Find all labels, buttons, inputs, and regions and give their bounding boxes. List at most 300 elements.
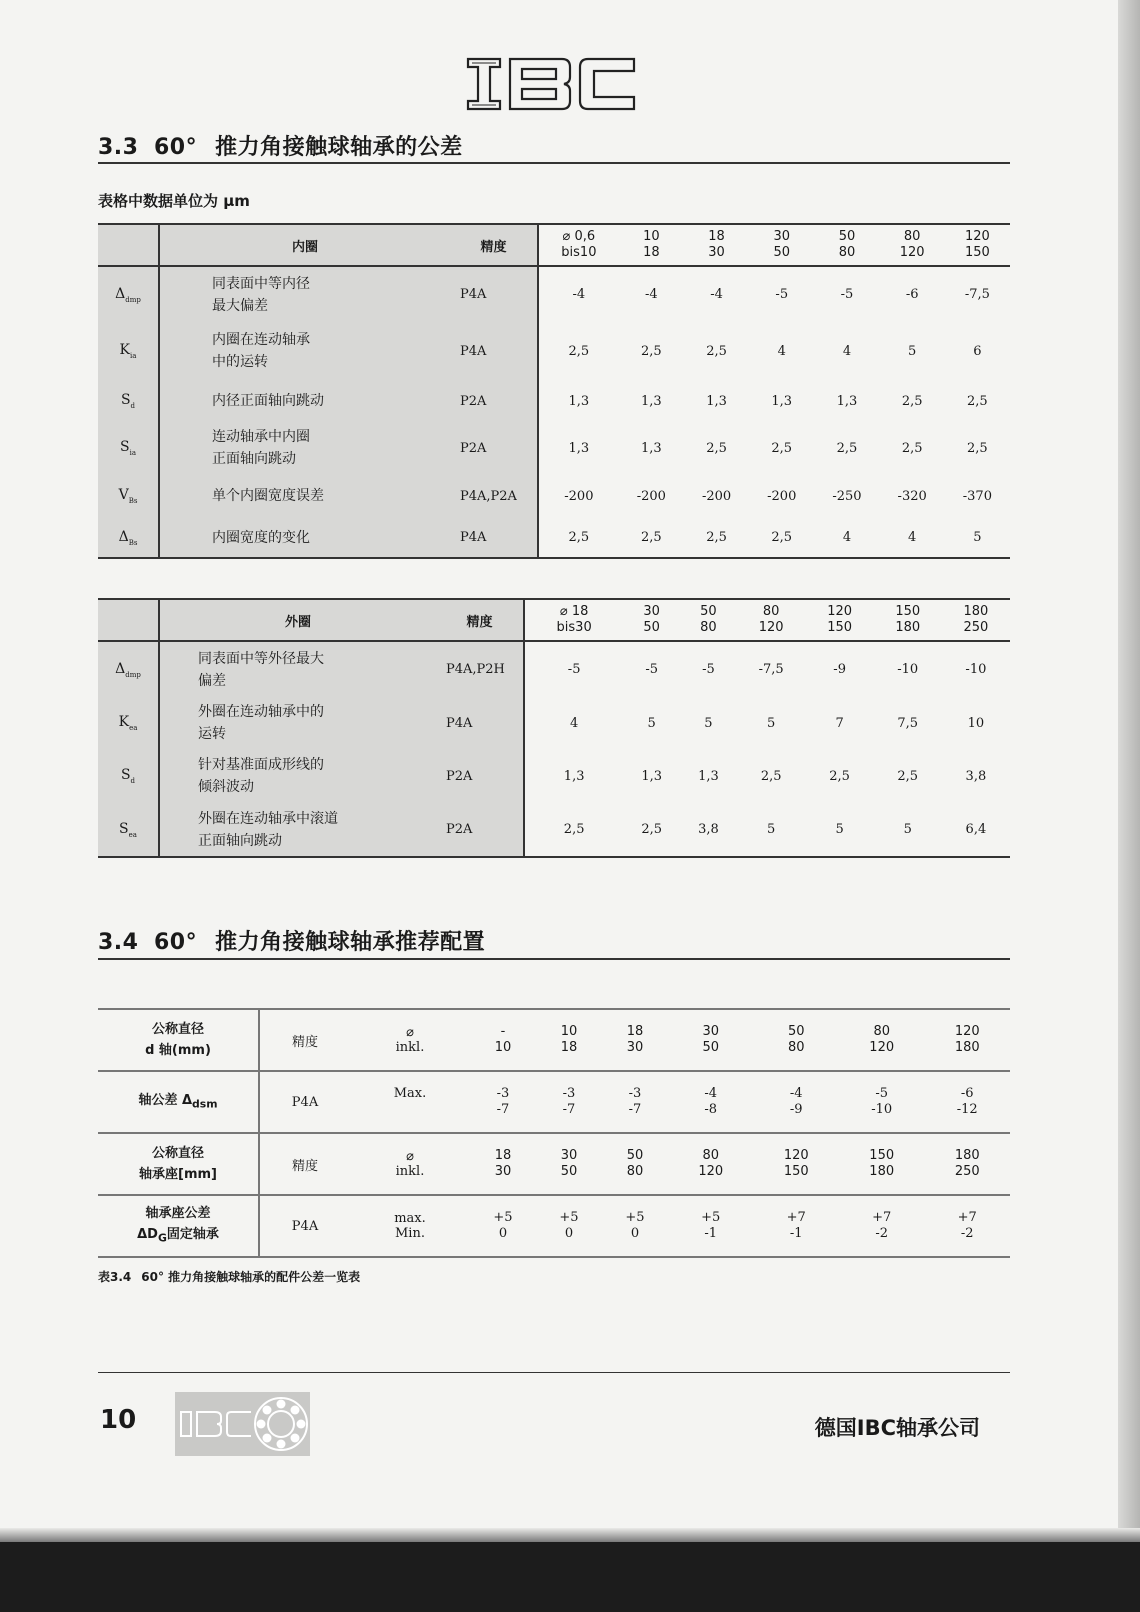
label-line: 轴承座[mm] [139, 1167, 217, 1182]
symbol-letter: Δ [115, 285, 126, 302]
value-upper: 50 [787, 1024, 805, 1039]
tolerance-value: -10 [965, 662, 987, 677]
value-upper: 30 [560, 1148, 578, 1163]
value-upper: 80 [873, 1024, 890, 1039]
tolerance-description [159, 641, 436, 697]
tolerance-value: -6 [905, 287, 919, 302]
config-value [470, 1133, 536, 1195]
tolerance-value: 2,5 [619, 518, 684, 558]
tolerance-value: 2,5 [641, 343, 662, 359]
value-upper: 50 [626, 1148, 644, 1163]
tolerance-value: -200 [767, 488, 797, 504]
tolerance-description [159, 697, 436, 749]
value-lower: 30 [494, 1164, 512, 1179]
config-value [924, 1133, 1010, 1195]
value-upper: 180 [954, 1148, 980, 1163]
range-unit [350, 1133, 470, 1195]
value-lower: 180 [954, 1040, 980, 1055]
tolerance-value: 1,3 [771, 393, 793, 409]
size-col-header: 80 120 [880, 224, 945, 266]
value-lower: 50 [560, 1164, 578, 1179]
tolerance-value: -5 [775, 287, 789, 302]
tolerance-value: -250 [832, 488, 862, 504]
value-upper: 30 [702, 1024, 720, 1039]
value-lower: 0 [564, 1226, 574, 1241]
range-unit [350, 1009, 470, 1071]
description-line: 中的运转 [212, 354, 268, 370]
tolerance-value: -200 [564, 488, 594, 504]
tolerance-value: 4 [814, 518, 879, 558]
config-value [602, 1133, 668, 1195]
inner-ring-table [98, 223, 1010, 559]
value-lower: -9 [789, 1102, 803, 1117]
tolerance-symbol [98, 518, 159, 558]
range-unit [350, 1195, 470, 1257]
footer-rule [98, 1372, 1010, 1373]
tolerance-value: -320 [897, 488, 927, 504]
tolerance-value: 4 [777, 343, 786, 359]
unit-line: inkl. [395, 1040, 425, 1055]
unit-line: ⌀ [406, 1025, 414, 1040]
tolerance-value: -200 [636, 488, 666, 504]
header-blank [98, 599, 159, 641]
tolerance-value: 2,5 [897, 768, 919, 784]
symbol-letter: K [118, 714, 130, 731]
symbol-subscript: ia [130, 351, 137, 360]
config-row [98, 1009, 1010, 1071]
value-lower: 250 [954, 1164, 980, 1179]
section-title-3-3 [98, 130, 463, 161]
value-lower: -10 [871, 1102, 893, 1117]
company-name: 德国IBC轴承公司 [814, 1416, 980, 1440]
description-line: 内圈宽度的变化 [212, 529, 310, 546]
table-row [98, 803, 1010, 857]
value-upper: +5 [493, 1210, 513, 1225]
value-upper: 18 [626, 1024, 644, 1039]
config-label [98, 1071, 259, 1133]
unit-line: max. [394, 1211, 426, 1226]
symbol-letter: S [120, 392, 131, 409]
label-suffix: 固定轴承 [166, 1227, 219, 1243]
tolerance-value: 2,5 [836, 440, 858, 456]
caption-text: 60° 推力角接触球轴承的配件公差一览表 [141, 1270, 361, 1284]
description-line: 同表面中等外径最大 [198, 650, 324, 667]
tolerance-symbol [98, 474, 159, 518]
outer-ring-table [98, 598, 1010, 858]
config-value [602, 1071, 668, 1133]
size-col-header: 18 30 [684, 224, 749, 266]
tolerance-value: 10 [967, 715, 985, 731]
tolerance-value: 1,3 [568, 393, 590, 409]
section-heading: 推力角接触球轴承的公差 [215, 135, 463, 160]
tolerance-value: 5 [704, 715, 713, 731]
tolerance-value: 7 [835, 715, 844, 731]
label-subscript: G [157, 1231, 167, 1245]
tolerance-value: 2,5 [967, 440, 988, 456]
description-line: 内径正面轴向跳动 [212, 393, 324, 409]
symbol-letter: S [120, 767, 131, 784]
table-row [98, 749, 1010, 803]
size-col-header: 150 180 [874, 599, 942, 641]
table-row [98, 518, 1010, 558]
symbol-subscript: Bs [128, 496, 138, 505]
precision-grade: P2A [436, 803, 524, 857]
tolerance-value: 6,4 [942, 803, 1010, 857]
config-label [98, 1133, 259, 1195]
config-value [753, 1071, 838, 1133]
label-line: 轴公差 Δ [138, 1092, 193, 1108]
value-lower: 50 [702, 1040, 720, 1055]
tolerance-value: 1,3 [836, 393, 858, 409]
value-lower: -2 [875, 1226, 889, 1241]
tolerance-value: -4 [572, 287, 586, 302]
value-upper: +5 [701, 1210, 721, 1225]
size-col-header: 10 18 [619, 224, 684, 266]
value-lower: -12 [956, 1102, 978, 1117]
config-label [98, 1009, 259, 1071]
tolerance-value: 2,5 [568, 343, 590, 359]
section-number: 3.4 [98, 930, 139, 955]
tolerance-symbol [98, 641, 159, 697]
page-number: 10 [100, 1405, 137, 1435]
config-value [602, 1009, 668, 1071]
tolerance-value: -5 [567, 662, 581, 677]
value-upper: -4 [704, 1086, 718, 1101]
outer-ring-label: 外圈 [159, 599, 436, 641]
tolerance-value: 5 [647, 715, 656, 731]
value-lower: -1 [789, 1226, 803, 1241]
value-upper: 10 [560, 1024, 578, 1039]
precision-grade: P4A [450, 518, 538, 558]
size-col-header: 80 120 [737, 599, 806, 641]
description-line: 外圈在连动轴承中滚道 [198, 810, 338, 827]
section-angle: 60° [154, 930, 198, 955]
tolerance-value: 5 [806, 803, 874, 857]
tolerance-value: -5 [645, 662, 658, 677]
config-value [839, 1133, 924, 1195]
config-value [753, 1133, 838, 1195]
scan-edge [1118, 0, 1140, 1612]
value-upper: - [500, 1024, 506, 1039]
value-lower: 120 [698, 1164, 724, 1179]
value-lower: 80 [626, 1164, 644, 1179]
tolerance-value: 2,5 [967, 393, 988, 409]
value-lower: 10 [494, 1040, 512, 1055]
tolerance-value: 1,3 [706, 393, 727, 409]
tolerance-value: 2,5 [901, 440, 923, 456]
symbol-subscript: dmp [125, 295, 141, 304]
scan-shadow [0, 1528, 1140, 1542]
symbol-letter: V [118, 487, 129, 504]
table-row [98, 322, 1010, 380]
config-value [668, 1071, 753, 1133]
unit-line: Min. [395, 1226, 425, 1241]
value-upper: -5 [875, 1086, 889, 1101]
config-value [668, 1133, 753, 1195]
grade-header: 精度 [450, 224, 538, 266]
description-line: 针对基准面成形线的 [198, 757, 324, 773]
size-col-header: 50 80 [814, 224, 879, 266]
tolerance-value: 2,5 [538, 518, 619, 558]
label-subscript: dsm [192, 1097, 218, 1111]
section-title-3-4 [98, 925, 485, 956]
size-col-header: 30 50 [749, 224, 814, 266]
tolerance-value: 1,3 [641, 768, 662, 784]
section-angle: 60° [154, 135, 198, 160]
symbol-subscript: Bs [128, 538, 138, 547]
description-line: 外圈在连动轴承中的 [198, 704, 324, 720]
config-value [668, 1009, 753, 1071]
value-lower: 120 [869, 1040, 895, 1055]
symbol-subscript: d [130, 776, 136, 785]
unit-line: ⌀ [406, 1149, 414, 1164]
value-upper: -3 [628, 1086, 642, 1101]
symbol-letter: K [119, 342, 131, 359]
precision-grade: P4A,P2A [450, 474, 538, 518]
config-value [753, 1195, 838, 1257]
table-caption [98, 1268, 360, 1285]
config-value [536, 1071, 602, 1133]
unit-note: 表格中数据单位为 μm [98, 192, 250, 210]
precision-grade: P4A [450, 266, 538, 322]
tolerance-value: 1,3 [641, 440, 662, 456]
tolerance-symbol [98, 266, 159, 322]
config-value [924, 1009, 1010, 1071]
value-lower: -7 [628, 1102, 642, 1117]
tolerance-description [159, 422, 450, 474]
tolerance-description [159, 322, 450, 380]
table-row [98, 697, 1010, 749]
config-row [98, 1133, 1010, 1195]
symbol-letter: S [119, 820, 129, 837]
config-value [536, 1009, 602, 1071]
symbol-letter: Δ [118, 528, 129, 545]
symbol-letter: Δ [115, 660, 126, 677]
value-upper: -3 [562, 1086, 576, 1101]
ibc-logo [466, 55, 636, 113]
precision-grade: P2A [450, 422, 538, 474]
section-rule [98, 958, 1010, 960]
tolerance-description [159, 474, 450, 518]
value-upper: 120 [783, 1148, 809, 1163]
value-upper: -4 [789, 1086, 803, 1101]
ibc-bearing-logo [175, 1392, 310, 1456]
unit-line: Max. [393, 1086, 427, 1101]
value-upper: +7 [872, 1210, 892, 1225]
table-row [98, 380, 1010, 422]
description-line: 正面轴向跳动 [212, 451, 296, 467]
tolerance-value: 5 [737, 803, 806, 857]
config-label [98, 1195, 259, 1257]
tolerance-value: 5 [908, 343, 917, 359]
tolerance-description [159, 266, 450, 322]
value-upper: 80 [702, 1148, 720, 1163]
precision-grade: P4A,P2H [436, 641, 524, 697]
value-upper: 150 [869, 1148, 895, 1163]
symbol-subscript: d [130, 401, 136, 410]
tolerance-value: 7,5 [897, 715, 919, 731]
tolerance-symbol [98, 803, 159, 857]
value-lower: -2 [960, 1226, 974, 1241]
tolerance-description [159, 518, 450, 558]
precision-grade: P2A [450, 380, 538, 422]
size-col-header: ⌀ 18 bis30 [524, 599, 623, 641]
tolerance-value: 4 [570, 715, 579, 731]
description-line: 连动轴承中内圈 [212, 429, 310, 445]
tolerance-symbol [98, 380, 159, 422]
section-heading: 推力角接触球轴承推荐配置 [215, 930, 486, 955]
precision-grade: 精度 [259, 1009, 350, 1071]
tolerance-symbol [98, 322, 159, 380]
tolerance-value: 5 [874, 803, 942, 857]
range-unit [350, 1071, 470, 1133]
config-value [924, 1071, 1010, 1133]
tolerance-value: 2,5 [524, 803, 623, 857]
label-line: 公称直径 [151, 1022, 204, 1037]
section-rule [98, 162, 1010, 164]
precision-grade: P4A [436, 697, 524, 749]
config-value [470, 1071, 536, 1133]
tolerance-value: 2,5 [901, 393, 923, 409]
tolerance-value: -7,5 [758, 662, 784, 677]
description-line: 最大偏差 [212, 297, 268, 314]
tolerance-value: -4 [645, 287, 658, 302]
tolerance-value: 3,8 [965, 768, 987, 784]
tolerance-value: 2,5 [684, 518, 749, 558]
config-value [924, 1195, 1010, 1257]
tolerance-value: -5 [702, 662, 715, 677]
symbol-subscript: ia [129, 448, 136, 457]
value-lower: -7 [496, 1102, 510, 1117]
value-lower: 150 [783, 1164, 809, 1179]
config-value [839, 1195, 924, 1257]
tolerance-value: -9 [833, 662, 846, 677]
value-upper: 18 [494, 1148, 512, 1163]
precision-grade: P4A [450, 322, 538, 380]
config-value [470, 1195, 536, 1257]
tolerance-value: 2,5 [829, 768, 850, 784]
description-line: 同表面中等内径 [212, 275, 310, 292]
symbol-letter: S [119, 439, 130, 456]
header-blank [98, 224, 159, 266]
caption-number: 表3.4 [98, 1270, 132, 1284]
tolerance-symbol [98, 749, 159, 803]
config-value [668, 1195, 753, 1257]
value-lower: 30 [626, 1040, 644, 1055]
config-value [839, 1071, 924, 1133]
value-lower: 0 [630, 1226, 640, 1241]
size-col-header: 180 250 [942, 599, 1010, 641]
tolerance-value: 6 [973, 343, 982, 359]
description-line: 倾斜波动 [198, 779, 254, 795]
tolerance-value: 2,5 [771, 440, 793, 456]
config-value [536, 1195, 602, 1257]
tolerance-description [159, 749, 436, 803]
section-number: 3.3 [98, 135, 139, 160]
tolerance-value: -5 [840, 287, 854, 302]
config-value [470, 1009, 536, 1071]
tolerance-value: 1,3 [698, 768, 719, 784]
value-upper: +5 [559, 1210, 579, 1225]
value-upper: +7 [786, 1210, 806, 1225]
description-line: 正面轴向跳动 [198, 832, 282, 849]
precision-grade: P4A [259, 1195, 350, 1257]
symbol-subscript: ea [129, 723, 138, 732]
label-line: d 轴(mm) [145, 1043, 211, 1058]
config-value [753, 1009, 838, 1071]
tolerance-value: -370 [962, 488, 992, 504]
symbol-subscript: dmp [125, 670, 141, 679]
tolerance-description [159, 380, 450, 422]
table-row [98, 474, 1010, 518]
value-upper: +5 [625, 1210, 645, 1225]
label-line: 轴承座公差 [145, 1206, 211, 1222]
scan-edge-bottom [0, 1542, 1140, 1612]
tolerance-value: 4 [842, 343, 852, 359]
tolerance-value: 2,5 [760, 768, 782, 784]
size-col-header: ⌀ 0,6 bis10 [538, 224, 619, 266]
description-line: 偏差 [198, 672, 226, 689]
value-lower: -7 [562, 1102, 576, 1117]
tolerance-value: 1,3 [563, 768, 585, 784]
symbol-subscript: ea [128, 830, 137, 839]
table-row [98, 422, 1010, 474]
tolerance-value: -7,5 [964, 287, 990, 302]
label-line: ΔD [137, 1227, 158, 1243]
value-lower: 80 [787, 1040, 805, 1055]
table-row [98, 641, 1010, 697]
size-col-header: 120 150 [806, 599, 874, 641]
size-col-header: 50 80 [680, 599, 737, 641]
tolerance-value: 2,5 [623, 803, 680, 857]
size-col-header: 30 50 [623, 599, 680, 641]
tolerance-value: 4 [880, 518, 945, 558]
config-row [98, 1195, 1010, 1257]
tolerance-symbol [98, 697, 159, 749]
tolerance-value: -4 [710, 287, 723, 302]
precision-grade: 精度 [259, 1133, 350, 1195]
description-line: 内圈在连动轴承 [212, 332, 310, 348]
label-line: 公称直径 [151, 1146, 204, 1161]
grade-header: 精度 [436, 599, 524, 641]
value-upper: 120 [954, 1024, 980, 1039]
value-lower: -1 [704, 1226, 718, 1241]
table-row [98, 266, 1010, 322]
tolerance-value: 2,5 [749, 518, 814, 558]
size-col-header: 120 150 [945, 224, 1010, 266]
tolerance-value: 3,8 [680, 803, 737, 857]
tolerance-value: 1,3 [641, 393, 662, 409]
tolerance-value: 1,3 [568, 440, 590, 456]
tolerance-value: 2,5 [706, 440, 727, 456]
description-line: 运转 [198, 726, 226, 742]
inner-ring-label: 内圈 [159, 224, 450, 266]
value-lower: 18 [560, 1040, 578, 1055]
unit-line: inkl. [395, 1164, 425, 1179]
value-upper: -3 [496, 1086, 510, 1101]
tolerance-value: 5 [945, 518, 1010, 558]
config-value [536, 1133, 602, 1195]
value-lower: 0 [498, 1226, 508, 1241]
precision-grade: P4A [259, 1071, 350, 1133]
description-line: 单个内圈宽度误差 [212, 488, 324, 504]
tolerance-symbol [98, 422, 159, 474]
config-value [839, 1009, 924, 1071]
config-row [98, 1071, 1010, 1133]
value-lower: -8 [704, 1102, 718, 1117]
precision-grade: P2A [436, 749, 524, 803]
tolerance-value: -200 [701, 488, 732, 504]
